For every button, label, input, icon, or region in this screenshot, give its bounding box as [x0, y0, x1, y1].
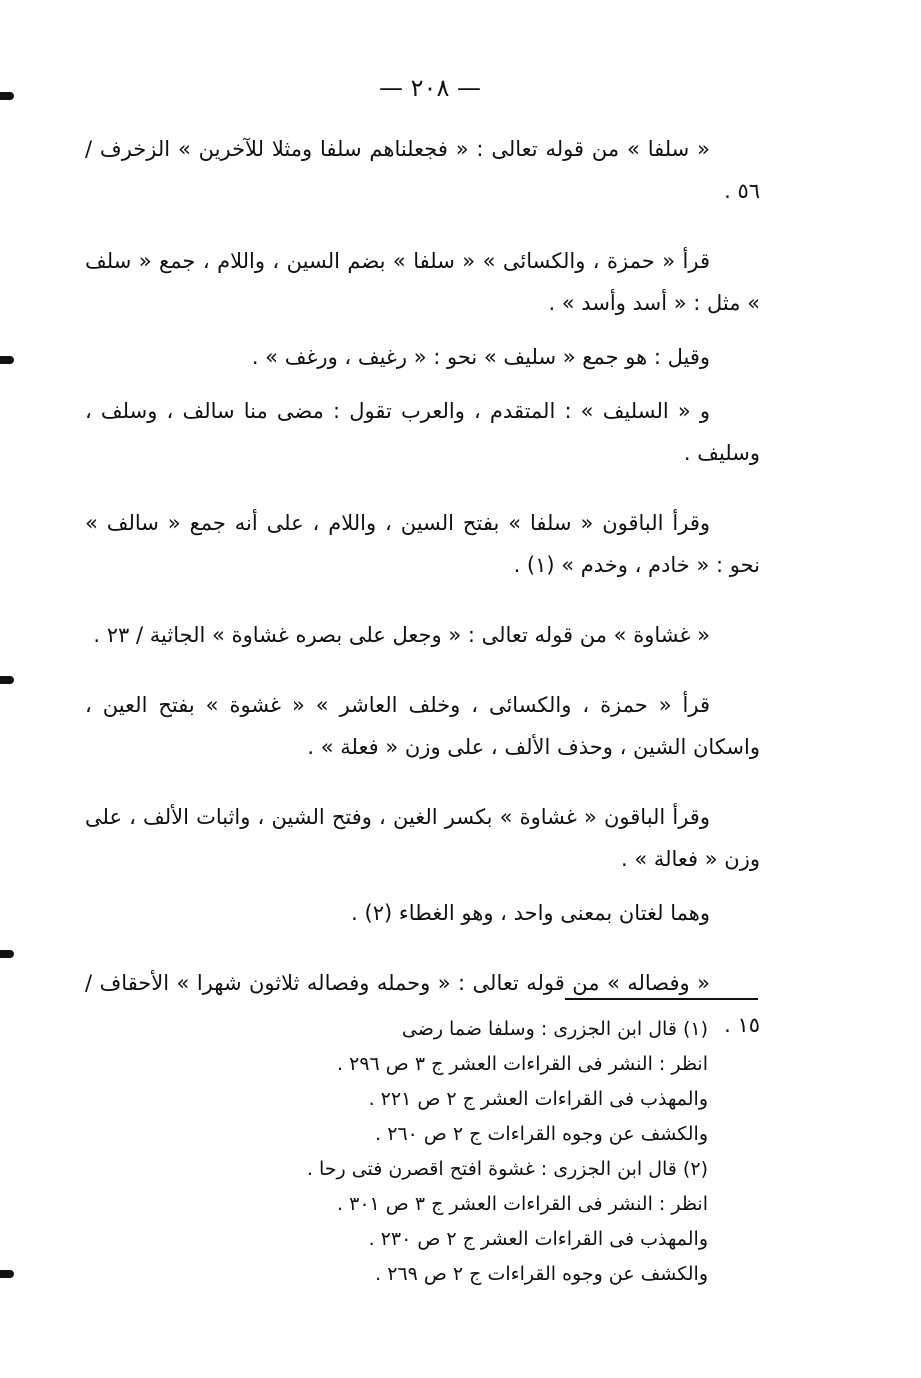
scan-edge-mark [0, 950, 14, 958]
footnote-line: (١) قال ابن الجزرى : وسلفا ضما رضى [401, 1018, 708, 1040]
footnote-line: انظر : النشر فى القراءات العشر ج ٣ ص ٣٠١ . [337, 1193, 708, 1215]
scan-edge-mark [0, 356, 14, 364]
scan-edge-mark [0, 1270, 14, 1278]
paragraph: وقرأ الباقون « غشاوة » بكسر الغين ، وفتح الشين ، واثبات الألف ، على وزن « فعالة » . [85, 805, 760, 871]
footnote-divider [565, 998, 758, 1000]
page-number: — ٢٠٨ — [379, 74, 481, 102]
paragraph: « غشاوة » من قوله تعالى : « وجعل على بصره غشاوة » الجاثية / ٢٣ . [93, 623, 710, 647]
paragraph: وهما لغتان بمعنى واحد ، وهو الغطاء (٢) . [351, 901, 710, 925]
paragraph: « سلفا » من قوله تعالى : « فجعلناهم سلفا ومثلا للآخرين » الزخرف / ٥٦ . [85, 137, 760, 203]
footnote-line: (٢) قال ابن الجزرى : غشوة افتح اقصرن فتى رحا . [306, 1158, 708, 1180]
paragraph: قرأ « حمزة ، والكسائى » « سلفا » بضم السين ، واللام ، جمع « سلف » مثل : « أسد وأسد » . [85, 249, 760, 315]
paragraph: و « السليف » : المتقدم ، والعرب تقول : مضى منا سالف ، وسلف ، وسليف . [85, 399, 760, 465]
footnote-line: والمهذب فى القراءات العشر ج ٢ ص ٢٢١ . [368, 1088, 708, 1110]
paragraph: قرأ « حمزة ، والكسائى ، وخلف العاشر » « غشوة » بفتح العين ، واسكان الشين ، وحذف الألف ، على وزن « فعلة » . [85, 693, 760, 759]
footnote-line: والكشف عن وجوه القراءات ج ٢ ص ٢٦٠ . [375, 1123, 708, 1145]
paragraph: وقرأ الباقون « سلفا » بفتح السين ، واللام ، على أنه جمع « سالف » نحو : « خادم ، وخدم » (١) . [85, 511, 760, 577]
paragraph: « وفصاله » من قوله تعالى : « وحمله وفصاله ثلاثون شهرا » الأحقاف / ١٥ . [85, 971, 760, 1037]
footnote-line: انظر : النشر فى القراءات العشر ج ٣ ص ٢٩٦ . [337, 1053, 708, 1075]
main-text [85, 128, 760, 1074]
paragraph: وقيل : هو جمع « سليف » نحو : « رغيف ، ورغف » . [251, 345, 710, 369]
footnote-line: والمهذب فى القراءات العشر ج ٢ ص ٢٣٠ . [368, 1228, 708, 1250]
footnote-line: والكشف عن وجوه القراءات ج ٢ ص ٢٦٩ . [375, 1263, 708, 1285]
footnotes [148, 1012, 708, 1292]
scan-edge-mark [0, 676, 14, 684]
